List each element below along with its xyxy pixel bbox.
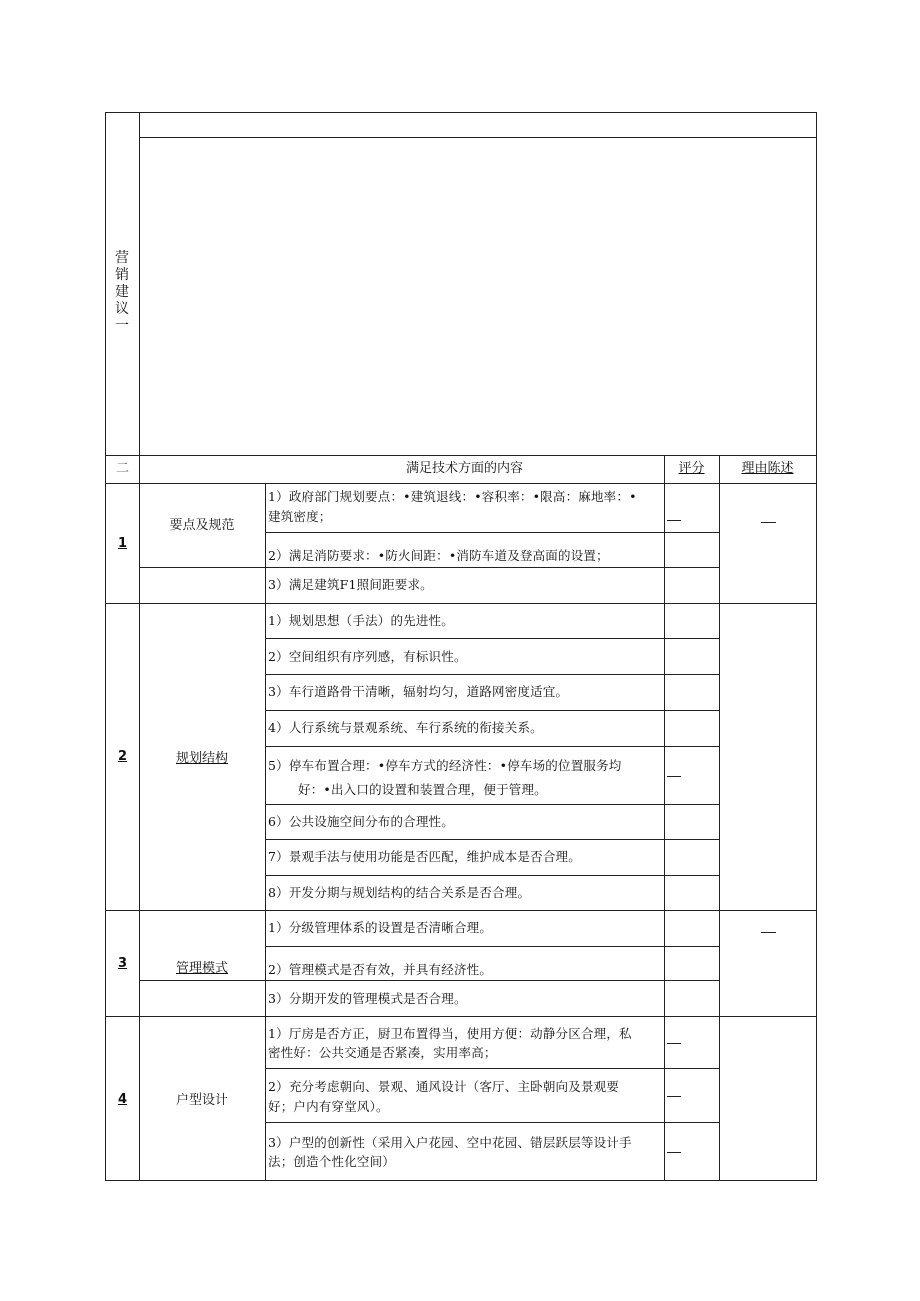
header-score: 评分: [678, 461, 705, 476]
criteria-item: 2）充分考虑朝向、景观、通风设计（客厅、主卧朝向及景观要: [268, 1079, 620, 1094]
criteria-item: 3）车行道路骨干清晰，辐射均匀，道路网密度适宜。: [268, 684, 569, 699]
criteria-item: 2）管理模式是否有效，并具有经济性。: [268, 962, 493, 977]
criteria-item: 1）政府部门规划要点：•建筑退线：•容积率：•限高：麻地率：•: [268, 489, 637, 504]
criteria-item: 1）分级管理体系的设置是否清晰合理。: [268, 920, 493, 935]
criteria-item: 8）开发分期与规划结构的结合关系是否合理。: [268, 885, 531, 900]
criteria-item: 3）户型的创新性（采用入户花园、空中花园、错层跃层等设计手: [268, 1135, 632, 1150]
label-char: 销: [115, 267, 129, 283]
header-number: 二: [115, 461, 129, 476]
score-blank[interactable]: [667, 520, 681, 521]
section-title: 户型设计: [175, 1093, 228, 1108]
criteria-item: 法；创造个性化空间）: [268, 1154, 396, 1169]
section-number: 3: [117, 956, 128, 971]
criteria-item: 好；户内有穿堂风）。: [268, 1099, 389, 1114]
marketing-suggestion-input[interactable]: [141, 139, 815, 453]
section-title: 要点及规范: [169, 518, 235, 533]
criteria-item: 2）满足消防要求：•防火间距：•消防车道及登高面的设置；: [268, 548, 609, 563]
score-blank[interactable]: [667, 1096, 681, 1097]
criteria-item: 2）空间组织有序列感，有标识性。: [268, 649, 467, 664]
section-number: 4: [117, 1092, 128, 1107]
label-char: 营: [115, 250, 129, 266]
criteria-item: 1）厅房是否方正，厨卫布置得当，使用方便：动静分区合理，私: [268, 1026, 632, 1041]
criteria-item: 密性好：公共交通是否紧凑，实用率高；: [268, 1045, 497, 1060]
criteria-item: 4）人行系统与景观系统、车行系统的衔接关系。: [268, 720, 543, 735]
header-content: 满足技术方面的内容: [405, 461, 523, 476]
criteria-item: 5）停车布置合理：•停车方式的经济性：•停车场的位置服务均: [268, 758, 622, 773]
score-blank[interactable]: [667, 776, 681, 777]
criteria-item: 建筑密度；: [268, 509, 332, 524]
criteria-item: 6）公共设施空间分布的合理性。: [268, 814, 454, 829]
section-title: 规划结构: [175, 751, 228, 766]
criteria-item: 3）满足建筑F1照间距要求。: [268, 577, 433, 592]
reason-blank[interactable]: [761, 932, 776, 933]
section-number: 1: [117, 536, 128, 551]
criteria-item: 3）分期开发的管理模式是否合理。: [268, 991, 467, 1006]
label-char: 一: [115, 318, 129, 334]
marketing-suggestion-label: [106, 250, 138, 335]
reason-blank[interactable]: [761, 522, 776, 523]
criteria-item: 1）规划思想（手法）的先进性。: [268, 613, 454, 628]
header-reason: 理由陈述: [741, 461, 794, 476]
criteria-item: 7）景观手法与使用功能是否匹配，维护成本是否合理。: [268, 849, 581, 864]
score-blank[interactable]: [667, 1152, 681, 1153]
criteria-item: 好：•出入口的设置和装置合理，便于管理。: [298, 782, 547, 797]
score-blank[interactable]: [667, 1043, 681, 1044]
label-char: 建: [115, 284, 129, 300]
label-char: 议: [115, 301, 129, 317]
section-title: 管理模式: [175, 961, 228, 976]
section-number: 2: [117, 749, 128, 764]
